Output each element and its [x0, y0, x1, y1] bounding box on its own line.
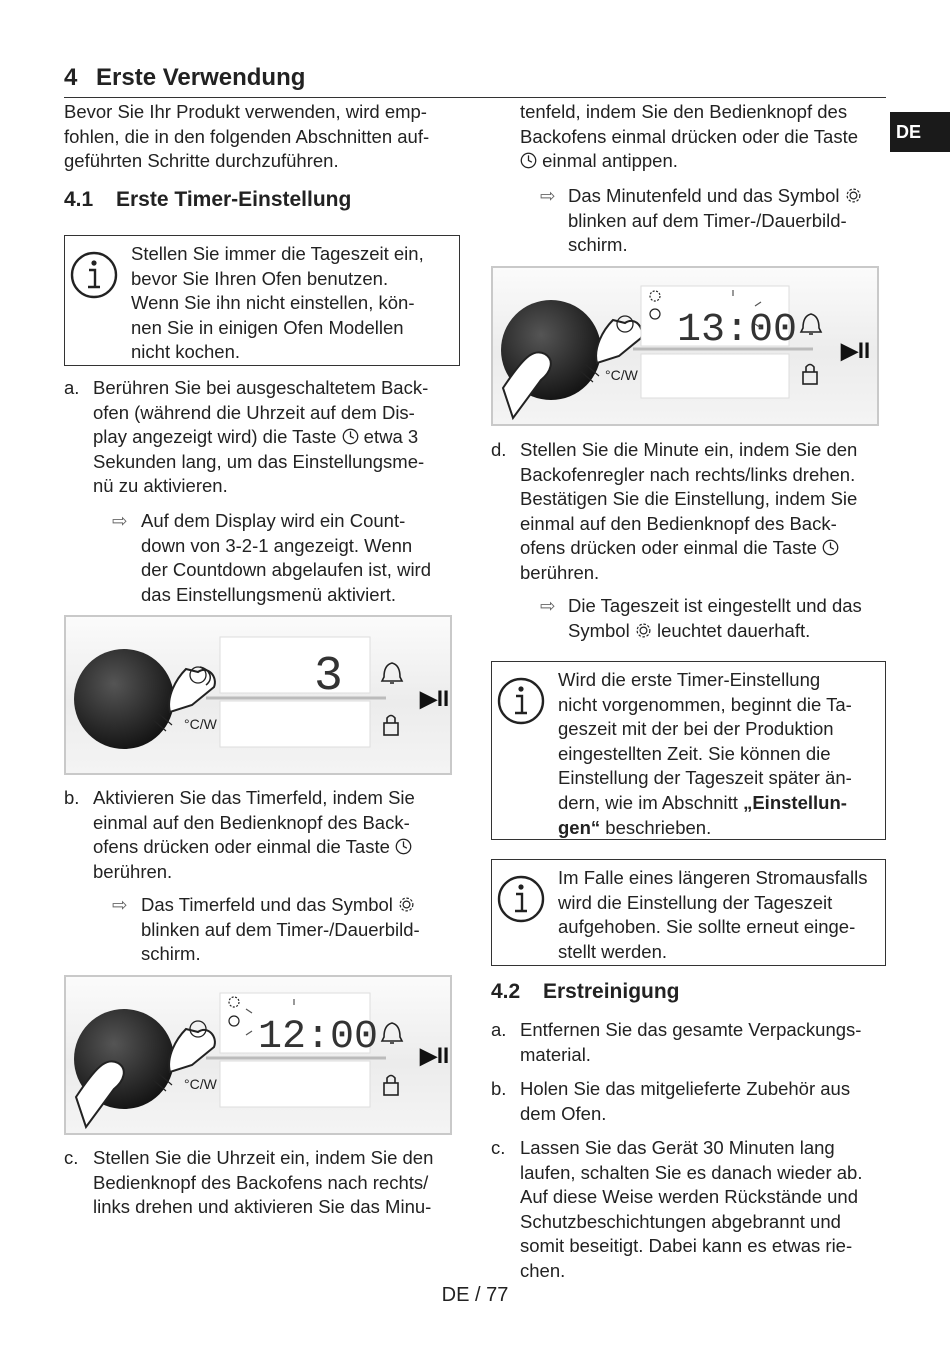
note-line: bevor Sie Ihren Ofen benutzen.: [131, 267, 389, 289]
gear-icon: [845, 187, 862, 204]
step-text: [93, 376, 463, 499]
clock-icon: [342, 428, 359, 445]
section-42-heading: [491, 980, 680, 1004]
result-line-text: Das Timerfeld und das Symbol: [141, 894, 393, 915]
step-letter: c.: [491, 1137, 506, 1158]
play-pause-icon: ▶II: [420, 686, 450, 711]
language-tab: DE: [890, 112, 950, 152]
result-line: [568, 619, 888, 644]
clock-icon: [822, 539, 839, 556]
result-line: down von 3-2-1 angezeigt. Wenn: [141, 534, 413, 556]
step-line: Auf diese Weise werden Rückstände und: [520, 1186, 858, 1208]
result-line: das Einstellungsmenü aktiviert.: [141, 583, 397, 605]
result-line-text: Das Minutenfeld und das Symbol: [568, 185, 840, 206]
page-number: DE / 77: [441, 1284, 509, 1306]
step-line-text: einmal antippen.: [542, 150, 678, 172]
result-arrow-icon: ⇨: [540, 185, 556, 206]
step-line: Lassen Sie das Gerät 30 Minuten lang: [520, 1137, 835, 1158]
result-line-text: Symbol: [568, 619, 630, 641]
info-note-2: [491, 661, 886, 840]
step-line: einmal auf den Bedienknopf des Back-: [520, 512, 837, 534]
step-letter: d.: [491, 439, 507, 460]
control-panel-illustration: [66, 617, 452, 775]
step-letter: a.: [491, 1019, 507, 1040]
step-line: [93, 425, 463, 450]
section-title: Erste Timer-Einstellung: [116, 188, 352, 211]
step-line: [520, 149, 890, 174]
note-line: nen Sie in einigen Ofen Modellen: [131, 316, 404, 338]
note-line: aufgehoben. Sie sollte erneut einge-: [558, 916, 856, 938]
note-line: Wenn Sie ihn nicht einstellen, kön-: [131, 292, 415, 314]
display-panel-countdown: [64, 615, 452, 775]
step-line: Entfernen Sie das gesamte Verpackungs-: [520, 1019, 862, 1040]
heading-rule: [64, 97, 886, 98]
result-line: [141, 893, 471, 918]
step-line: material.: [520, 1043, 591, 1065]
result-line: blinken auf dem Timer-/Dauerbild-: [568, 209, 847, 231]
result-line: der Countdown abgelaufen ist, wird: [141, 559, 432, 581]
section-41-heading: [64, 188, 351, 212]
step-line: Stellen Sie die Minute ein, indem Sie den: [520, 439, 858, 460]
result-arrow-icon: ⇨: [540, 595, 556, 616]
clock-icon: [395, 838, 412, 855]
section-number: 4.1: [64, 188, 94, 211]
note-line: Einstellung der Tageszeit später än-: [558, 767, 852, 789]
note-text: [131, 242, 455, 365]
time-display: 13:00: [677, 308, 798, 353]
note-text: [558, 668, 881, 840]
step-line: somit beseitigt. Dabei kann es etwas rie-: [520, 1235, 853, 1257]
display-panel-hours: [64, 975, 452, 1135]
info-note-1: [64, 235, 460, 366]
finger-illustration: [169, 1029, 215, 1072]
note-line: nicht kochen.: [131, 341, 241, 363]
info-icon: [496, 676, 546, 726]
step-line: tenfeld, indem Sie den Bedienknopf des: [520, 101, 848, 122]
chapter-heading: [64, 64, 305, 92]
step-line: Schutzbeschichtungen abgebrannt und: [520, 1210, 841, 1232]
intro-line: Bevor Sie Ihr Produkt verwenden, wird emp-: [64, 101, 427, 122]
info-icon: [69, 250, 119, 300]
lock-icon: [384, 723, 398, 735]
result-arrow-icon: ⇨: [112, 510, 128, 531]
step-line: laufen, schalten Sie es danach wieder ab.: [520, 1161, 863, 1183]
result-line: schirm.: [568, 234, 628, 256]
step-line-text: ofens drücken oder einmal die Taste: [520, 537, 817, 559]
section-number: 4.2: [491, 980, 521, 1003]
note-line: [558, 816, 881, 841]
note-line: nicht vorgenommen, beginnt die Ta-: [558, 693, 852, 715]
lock-icon: [384, 1083, 398, 1095]
note-line: Stellen Sie immer die Tageszeit ein,: [131, 243, 424, 264]
control-panel-illustration: [66, 977, 452, 1135]
finger-illustration: [169, 669, 215, 712]
bell-icon: [801, 314, 821, 334]
control-knob: [74, 649, 174, 749]
step-line: einmal auf den Bedienknopf des Back-: [93, 811, 410, 833]
step-line: Berühren Sie bei ausgeschaltetem Back-: [93, 377, 429, 398]
step-letter: c.: [64, 1147, 79, 1168]
step-line: Holen Sie das mitgelieferte Zubehör aus: [520, 1078, 851, 1099]
finger-illustration: [596, 320, 642, 363]
step-line: [520, 536, 890, 561]
step-line: [93, 835, 463, 860]
note-line: stellt werden.: [558, 940, 667, 962]
play-pause-icon: ▶II: [420, 1043, 450, 1068]
step-line: links drehen und aktivieren Sie das Minu-: [93, 1196, 432, 1218]
step-line: Sekunden lang, um das Einstellungsme-: [93, 450, 425, 472]
step-line: berühren.: [520, 561, 600, 583]
note-line-text: dern, wie im Abschnitt: [558, 791, 738, 813]
note-line: Im Falle eines längeren Stromausfalls: [558, 867, 868, 888]
result-line: Auf dem Display wird ein Count-: [141, 510, 406, 531]
gear-icon: [398, 896, 415, 913]
gear-icon: [635, 622, 652, 639]
step-line: Aktivieren Sie das Timerfeld, indem Sie: [93, 787, 415, 808]
countdown-digit: 3: [314, 650, 343, 704]
display-panel-minutes: [491, 266, 879, 426]
note-line: wird die Einstellung der Tageszeit: [558, 891, 833, 913]
section-title: Erstreinigung: [543, 980, 680, 1003]
clock-icon: [520, 152, 537, 169]
step-line-text: play angezeigt wird) die Taste: [93, 426, 337, 448]
result-line: [568, 184, 888, 209]
note-line: eingestellten Zeit. Sie können die: [558, 742, 831, 764]
bell-icon: [382, 663, 402, 683]
temp-unit-label: °C/W: [184, 716, 217, 732]
step-line: Stellen Sie die Uhrzeit ein, indem Sie den: [93, 1147, 434, 1168]
temp-unit-label: °C/W: [605, 367, 638, 383]
step-line: nü zu aktivieren.: [93, 475, 228, 497]
info-icon: [496, 874, 546, 924]
step-line: berühren.: [93, 860, 173, 882]
step-line-text: ofens drücken oder einmal die Taste: [93, 836, 390, 858]
result-line: blinken auf dem Timer-/Dauerbild-: [141, 918, 420, 940]
intro-line: fohlen, die in den folgenden Abschnitten auf-: [64, 125, 430, 147]
info-note-3: [491, 859, 886, 966]
chapter-title: Erste Verwendung: [96, 64, 306, 91]
result-line: Die Tageszeit ist eingestellt und das: [568, 595, 862, 616]
control-panel-illustration: [493, 268, 879, 426]
step-line: dem Ofen.: [520, 1102, 607, 1124]
result-line-text: leuchtet dauerhaft.: [656, 619, 811, 641]
step-line-text: etwa 3: [363, 426, 419, 448]
play-pause-icon: ▶II: [841, 338, 871, 363]
note-text: [558, 866, 881, 964]
step-line: Backofens einmal drücken oder die Taste: [520, 125, 858, 147]
note-line: geszeit mit der bei der Produktion: [558, 718, 834, 740]
time-display: 12:00: [258, 1015, 379, 1060]
bell-icon: [382, 1023, 402, 1043]
section-reference-link[interactable]: gen“: [558, 816, 601, 838]
note-line-text: beschrieben.: [605, 816, 712, 838]
result-line: schirm.: [141, 943, 201, 965]
lock-icon: [803, 372, 817, 384]
section-reference-link[interactable]: „Einstellun-: [743, 791, 847, 813]
step-letter: b.: [491, 1078, 507, 1099]
step-line: Bedienknopf des Backofens nach rechts/: [93, 1171, 429, 1193]
intro-paragraph: [64, 100, 464, 174]
step-c-continued: [520, 100, 890, 174]
chapter-number: 4: [64, 64, 78, 91]
step-letter: a.: [64, 377, 80, 398]
step-line: Bestätigen Sie die Einstellung, indem Sie: [520, 488, 858, 510]
result-arrow-icon: ⇨: [112, 894, 128, 915]
intro-line: geführten Schritte durchzuführen.: [64, 150, 339, 172]
step-line: Backofenregler nach rechts/links drehen.: [520, 463, 856, 485]
step-letter: b.: [64, 787, 80, 808]
temp-unit-label: °C/W: [184, 1076, 217, 1092]
step-line: ofen (während die Uhrzeit auf dem Dis-: [93, 401, 415, 423]
note-line: Wird die erste Timer-Einstellung: [558, 669, 821, 690]
step-line: chen.: [520, 1259, 566, 1281]
note-line: [558, 791, 881, 816]
